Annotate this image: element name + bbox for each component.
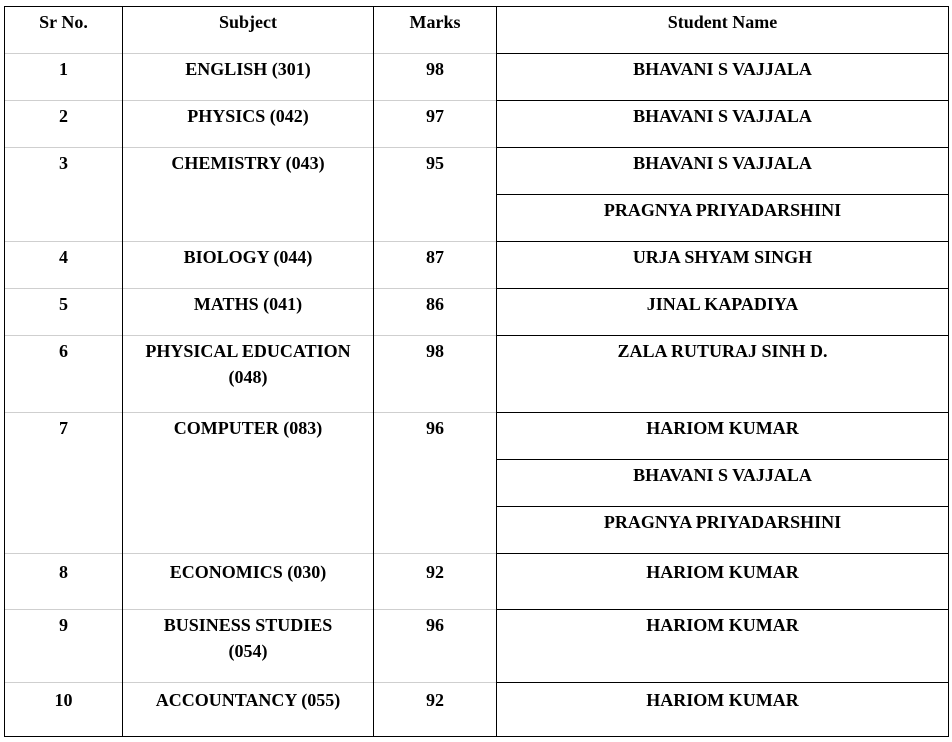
header-student-name: Student Name <box>497 7 949 54</box>
marks-cell: 98 <box>374 54 497 101</box>
table-row <box>5 554 949 610</box>
marks-cell: 92 <box>374 683 497 737</box>
header-row <box>5 7 949 54</box>
table-row <box>5 610 949 683</box>
marks-cell: 97 <box>374 101 497 148</box>
header-subject: Subject <box>123 7 374 54</box>
table-row <box>5 683 949 737</box>
table-row <box>5 101 949 148</box>
sr-no-cell: 1 <box>5 54 123 101</box>
student-name-cell: HARIOM KUMAR <box>497 554 949 610</box>
student-name-cell: HARIOM KUMAR <box>497 683 949 737</box>
student-name-cell: BHAVANI S VAJJALA <box>497 460 949 507</box>
subject-cell: ENGLISH (301) <box>123 54 374 101</box>
student-name-cell: JINAL KAPADIYA <box>497 289 949 336</box>
subject-cell: COMPUTER (083) <box>123 413 374 554</box>
student-name-cell: BHAVANI S VAJJALA <box>497 148 949 195</box>
sr-no-cell: 3 <box>5 148 123 242</box>
table-row <box>5 413 949 460</box>
marks-cell: 95 <box>374 148 497 242</box>
sr-no-cell: 4 <box>5 242 123 289</box>
student-name-cell: HARIOM KUMAR <box>497 413 949 460</box>
sr-no-cell: 6 <box>5 336 123 413</box>
marks-cell: 86 <box>374 289 497 336</box>
results-table <box>4 6 949 737</box>
header-sr-no: Sr No. <box>5 7 123 54</box>
student-name-cell: PRAGNYA PRIYADARSHINI <box>497 507 949 554</box>
header-marks: Marks <box>374 7 497 54</box>
subject-cell: PHYSICS (042) <box>123 101 374 148</box>
student-name-cell: URJA SHYAM SINGH <box>497 242 949 289</box>
subject-cell: BIOLOGY (044) <box>123 242 374 289</box>
subject-cell: ACCOUNTANCY (055) <box>123 683 374 737</box>
sr-no-cell: 10 <box>5 683 123 737</box>
marks-cell: 87 <box>374 242 497 289</box>
student-name-cell: PRAGNYA PRIYADARSHINI <box>497 195 949 242</box>
marks-cell: 96 <box>374 413 497 554</box>
subject-cell: CHEMISTRY (043) <box>123 148 374 242</box>
marks-cell: 98 <box>374 336 497 413</box>
table-row <box>5 289 949 336</box>
subject-cell: MATHS (041) <box>123 289 374 336</box>
table-row <box>5 148 949 195</box>
subject-cell: BUSINESS STUDIES (054) <box>123 610 374 683</box>
sr-no-cell: 8 <box>5 554 123 610</box>
sr-no-cell: 7 <box>5 413 123 554</box>
table-row <box>5 242 949 289</box>
student-name-cell: HARIOM KUMAR <box>497 610 949 683</box>
student-name-cell: BHAVANI S VAJJALA <box>497 54 949 101</box>
marks-cell: 96 <box>374 610 497 683</box>
subject-cell: ECONOMICS (030) <box>123 554 374 610</box>
student-name-cell: BHAVANI S VAJJALA <box>497 101 949 148</box>
sr-no-cell: 5 <box>5 289 123 336</box>
subject-cell: PHYSICAL EDUCATION (048) <box>123 336 374 413</box>
table-row <box>5 54 949 101</box>
sr-no-cell: 2 <box>5 101 123 148</box>
student-name-cell: ZALA RUTURAJ SINH D. <box>497 336 949 413</box>
marks-cell: 92 <box>374 554 497 610</box>
table-row <box>5 336 949 413</box>
sr-no-cell: 9 <box>5 610 123 683</box>
